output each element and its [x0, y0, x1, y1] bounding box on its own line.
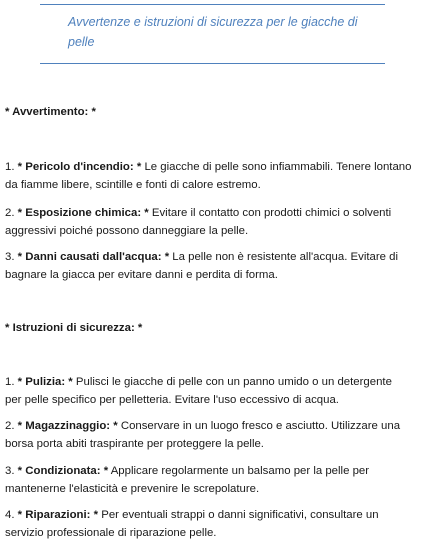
- warning-item-fire: [5, 158, 417, 194]
- item-text-continued: servizio professionale di riparazione pelle.: [5, 527, 217, 539]
- item-text-continued: per pelle specifico per pelletteria. Evitare l'uso eccessivo di acqua.: [5, 394, 339, 406]
- item-number: 2.: [5, 420, 15, 432]
- safety-item-repairs: [5, 506, 417, 542]
- warning-item-chemical: [5, 204, 417, 240]
- item-text: Conservare in un luogo fresco e asciutto. Utilizzare una: [117, 420, 401, 432]
- item-text: Evitare il contatto con prodotti chimici o solventi: [148, 207, 392, 219]
- item-label: * Danni causati dall'acqua: *: [17, 251, 170, 263]
- item-label: * Pulizia: *: [17, 376, 73, 388]
- item-number: 2.: [5, 207, 15, 219]
- item-label: * Condizionata: *: [17, 465, 109, 477]
- item-number: 4.: [5, 509, 15, 521]
- item-text-continued: borsa porta abiti traspirante per proteggere la pelle.: [5, 438, 264, 450]
- item-text: Pulisci le giacche di pelle con un panno umido o un detergente: [72, 376, 392, 388]
- item-text: Le giacche di pelle sono infiammabili. Tenere lontano: [141, 161, 412, 173]
- document-title-block: [40, 4, 385, 64]
- item-text-continued: bagnare la giacca per evitare danni e perdita di forma.: [5, 269, 278, 281]
- item-text: Per eventuali strappi o danni significativi, consultare un: [98, 509, 379, 521]
- document-title: [68, 12, 368, 52]
- document-title-line1: Avvertenze e istruzioni di sicurezza per le giacche di: [68, 15, 358, 29]
- item-label: * Riparazioni: *: [17, 509, 99, 521]
- item-label: * Pericolo d'incendio: *: [17, 161, 142, 173]
- item-label: * Esposizione chimica: *: [17, 207, 149, 219]
- document-title-line2: pelle: [68, 35, 95, 49]
- safety-item-conditioning: [5, 462, 417, 498]
- item-text: Applicare regolarmente un balsamo per la pelle per: [108, 465, 370, 477]
- warning-item-water: [5, 248, 417, 284]
- item-number: 3.: [5, 251, 15, 263]
- item-text-continued: aggressivi poiché possono danneggiare la pelle.: [5, 225, 249, 237]
- warnings-heading: * Avvertimento: *: [5, 106, 96, 118]
- item-text-continued: da fiamme libere, scintille e fonti di calore estremo.: [5, 179, 261, 191]
- item-label: * Magazzinaggio: *: [17, 420, 118, 432]
- item-text: La pelle non è resistente all'acqua. Evitare di: [169, 251, 399, 263]
- item-number: 1.: [5, 161, 15, 173]
- item-number: 3.: [5, 465, 15, 477]
- item-text-continued: mantenerne l'elasticità e prevenire le screpolature.: [5, 483, 260, 495]
- safety-item-cleaning: [5, 373, 417, 409]
- safety-heading: * Istruzioni di sicurezza: *: [5, 322, 143, 334]
- item-number: 1.: [5, 376, 15, 388]
- safety-item-storage: [5, 417, 417, 453]
